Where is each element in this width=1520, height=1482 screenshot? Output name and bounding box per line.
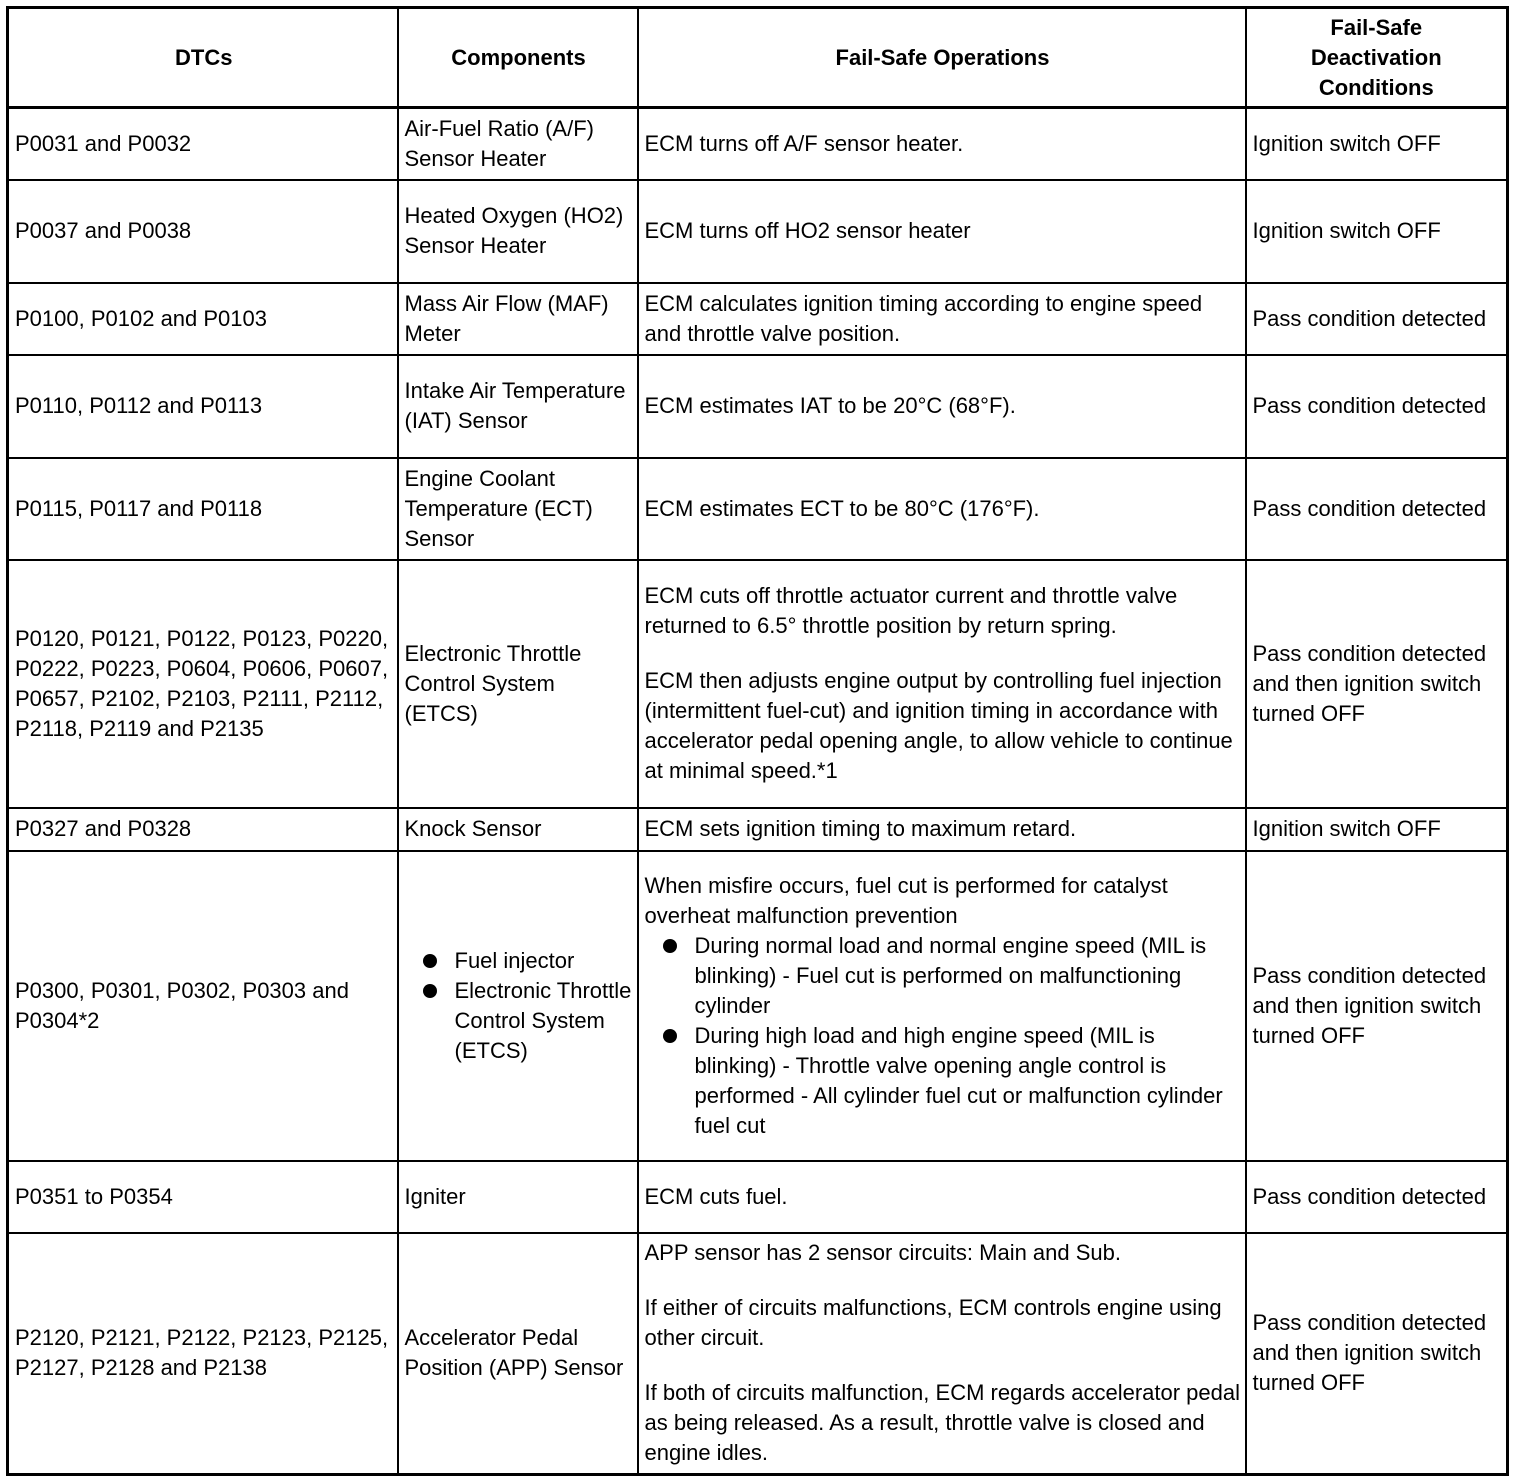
header-dtcs: DTCs	[8, 8, 398, 108]
dtc-cell: P0110, P0112 and P0113	[8, 355, 398, 458]
deactivation-cell: Pass condition detected	[1246, 283, 1508, 355]
operation-cell: ECM cuts fuel.	[638, 1161, 1246, 1233]
dtc-cell: P0115, P0117 and P0118	[8, 458, 398, 560]
fail-safe-table	[6, 6, 1509, 1476]
component-cell: Knock Sensor	[398, 808, 638, 851]
operation-cell: ECM turns off HO2 sensor heater	[638, 180, 1246, 283]
header-row	[8, 8, 1508, 108]
component-cell: Igniter	[398, 1161, 638, 1233]
dtc-cell: P0037 and P0038	[8, 180, 398, 283]
deactivation-cell: Pass condition detected	[1246, 1161, 1508, 1233]
header-components: Components	[398, 8, 638, 108]
table-row	[8, 1161, 1508, 1233]
operation-cell: ECM estimates ECT to be 80°C (176°F).	[638, 458, 1246, 560]
component-cell: Intake Air Temperature (IAT) Sensor	[398, 355, 638, 458]
deactivation-cell: Ignition switch OFF	[1246, 108, 1508, 180]
table-row	[8, 180, 1508, 283]
deactivation-cell: Ignition switch OFF	[1246, 808, 1508, 851]
operation-cell: ECM estimates IAT to be 20°C (68°F).	[638, 355, 1246, 458]
table-row	[8, 108, 1508, 180]
list-item: Electronic Throttle Control System (ETCS)	[405, 976, 633, 1066]
operation-paragraph: ECM cuts off throttle actuator current and throttle valve returned to 6.5° throttle position by return spring.	[644, 583, 1178, 638]
deactivation-cell: Pass condition detected and then ignition switch turned OFF	[1246, 1233, 1508, 1475]
operation-cell: ECM turns off A/F sensor heater.	[638, 108, 1246, 180]
operation-cell: ECM sets ignition timing to maximum retard.	[638, 808, 1246, 851]
table-row	[8, 1233, 1508, 1475]
component-cell: Mass Air Flow (MAF) Meter	[398, 283, 638, 355]
operation-paragraph: ECM then adjusts engine output by controlling fuel injection (intermittent fuel-cut) and ignition timing in accordance with accelerator pedal opening angle, to allow vehicle to continue at minimal speed.*1	[644, 668, 1233, 783]
dtc-cell: P0120, P0121, P0122, P0123, P0220, P0222, P0223, P0604, P0606, P0607, P0657, P2102, P2103, P2111, P2112, P2118, P2119 and P2135	[8, 560, 398, 808]
operation-paragraph: If both of circuits malfunction, ECM regards accelerator pedal as being released. As a result, throttle valve is closed and engine idles.	[644, 1380, 1240, 1466]
operation-bullet-list	[645, 931, 1241, 1141]
component-bullet-list	[405, 946, 633, 1066]
operation-paragraph: When misfire occurs, fuel cut is performed for catalyst overheat malfunction prevention	[644, 872, 1168, 928]
operation-cell	[638, 1233, 1246, 1475]
component-cell: Air-Fuel Ratio (A/F) Sensor Heater	[398, 108, 638, 180]
dtc-cell: P0031 and P0032	[8, 108, 398, 180]
deactivation-cell: Pass condition detected	[1246, 458, 1508, 560]
dtc-cell: P0300, P0301, P0302, P0303 and P0304*2	[8, 851, 398, 1161]
list-item: During high load and high engine speed (MIL is blinking) - Throttle valve opening angle control is performed - All cylinder fuel cut or malfunction cylinder fuel cut	[645, 1021, 1241, 1141]
table-row	[8, 283, 1508, 355]
deactivation-cell: Pass condition detected and then ignition switch turned OFF	[1246, 560, 1508, 808]
list-item: During normal load and normal engine speed (MIL is blinking) - Fuel cut is performed on malfunctioning cylinder	[645, 931, 1241, 1021]
table-row	[8, 560, 1508, 808]
deactivation-cell: Pass condition detected and then ignition switch turned OFF	[1246, 851, 1508, 1161]
operation-paragraph: APP sensor has 2 sensor circuits: Main and Sub.	[644, 1240, 1122, 1266]
operation-paragraph: If either of circuits malfunctions, ECM controls engine using other circuit.	[644, 1295, 1222, 1351]
deactivation-cell: Pass condition detected	[1246, 355, 1508, 458]
dtc-cell: P0327 and P0328	[8, 808, 398, 851]
dtc-cell: P2120, P2121, P2122, P2123, P2125, P2127, P2128 and P2138	[8, 1233, 398, 1475]
table-row	[8, 458, 1508, 560]
header-operations: Fail-Safe Operations	[638, 8, 1246, 108]
list-item: Fuel injector	[405, 946, 633, 976]
dtc-cell: P0100, P0102 and P0103	[8, 283, 398, 355]
deactivation-cell: Ignition switch OFF	[1246, 180, 1508, 283]
header-deactivation: Fail-Safe Deactivation Conditions	[1246, 8, 1508, 108]
table-row	[8, 851, 1508, 1161]
table-row	[8, 808, 1508, 851]
operation-cell	[638, 560, 1246, 808]
operation-cell	[638, 851, 1246, 1161]
dtc-cell: P0351 to P0354	[8, 1161, 398, 1233]
component-cell: Electronic Throttle Control System (ETCS)	[398, 560, 638, 808]
table-row	[8, 355, 1508, 458]
component-cell: Engine Coolant Temperature (ECT) Sensor	[398, 458, 638, 560]
component-cell: Heated Oxygen (HO2) Sensor Heater	[398, 180, 638, 283]
component-cell: Accelerator Pedal Position (APP) Sensor	[398, 1233, 638, 1475]
component-cell	[398, 851, 638, 1161]
operation-cell: ECM calculates ignition timing according to engine speed and throttle valve position.	[638, 283, 1246, 355]
